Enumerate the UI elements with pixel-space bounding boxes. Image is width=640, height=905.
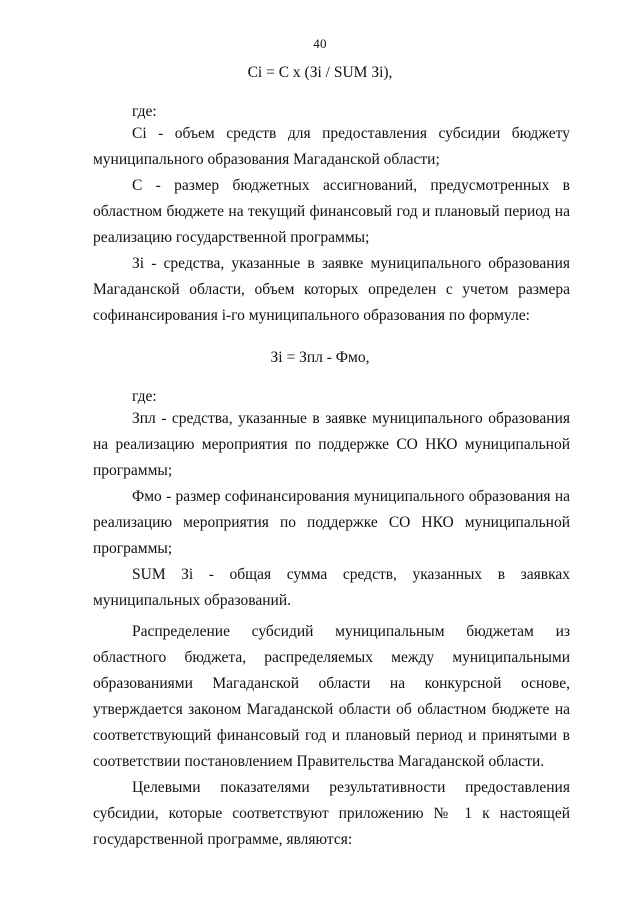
paragraph-zi-definition: Зi - средства, указанные в заявке муниципального образования Магаданской области, объем которых определен с учетом размера софинансирования i-го муниципального образования по формуле: [93, 255, 570, 324]
paragraph-zpl-definition: Зпл - средства, указанные в заявке муниципального образования на реализацию мероприятия по поддержке СО НКО муниципальной программы; [93, 410, 570, 479]
where-label-second: где: [132, 388, 157, 405]
paragraph-target-indicators: Целевыми показателями результативности предоставления субсидии, которые соответствуют приложению № 1 к настоящей государственной программе, являются: [93, 779, 570, 848]
paragraph-distribution: Распределение субсидий муниципальным бюджетам из областного бюджета, распределяемых между муниципальными образованиями Магаданской области на конкурсной основе, утверждается законом Магаданской области об областном бюджете на соответствующий финансовый год и плановый период и принятыми в соответствии постановлением Правительства Магаданской области. [93, 623, 570, 770]
paragraph-fmo-definition: Фмо - размер софинансирования муниципального образования на реализацию мероприятия по поддержке СО НКО муниципальной программы; [93, 488, 570, 557]
cofinancing-formula: Зi = Зпл - Фмо, [270, 349, 370, 366]
where-label: где: [132, 103, 157, 120]
paragraph-ci-definition: Ci - объем средств для предоставления субсидии бюджету муниципального образования Магаданской области; [93, 125, 570, 168]
subsidy-formula: Ci = C x (Зi / SUM Зi), [247, 64, 393, 81]
paragraph-sum-definition: SUM Зi - общая сумма средств, указанных в заявках муниципальных образований. [93, 566, 570, 609]
page-number: 40 [313, 36, 327, 51]
paragraph-c-definition: С - размер бюджетных ассигнований, предусмотренных в областном бюджете на текущий финансовый год и плановый период на реализацию государственной программы; [93, 177, 570, 246]
